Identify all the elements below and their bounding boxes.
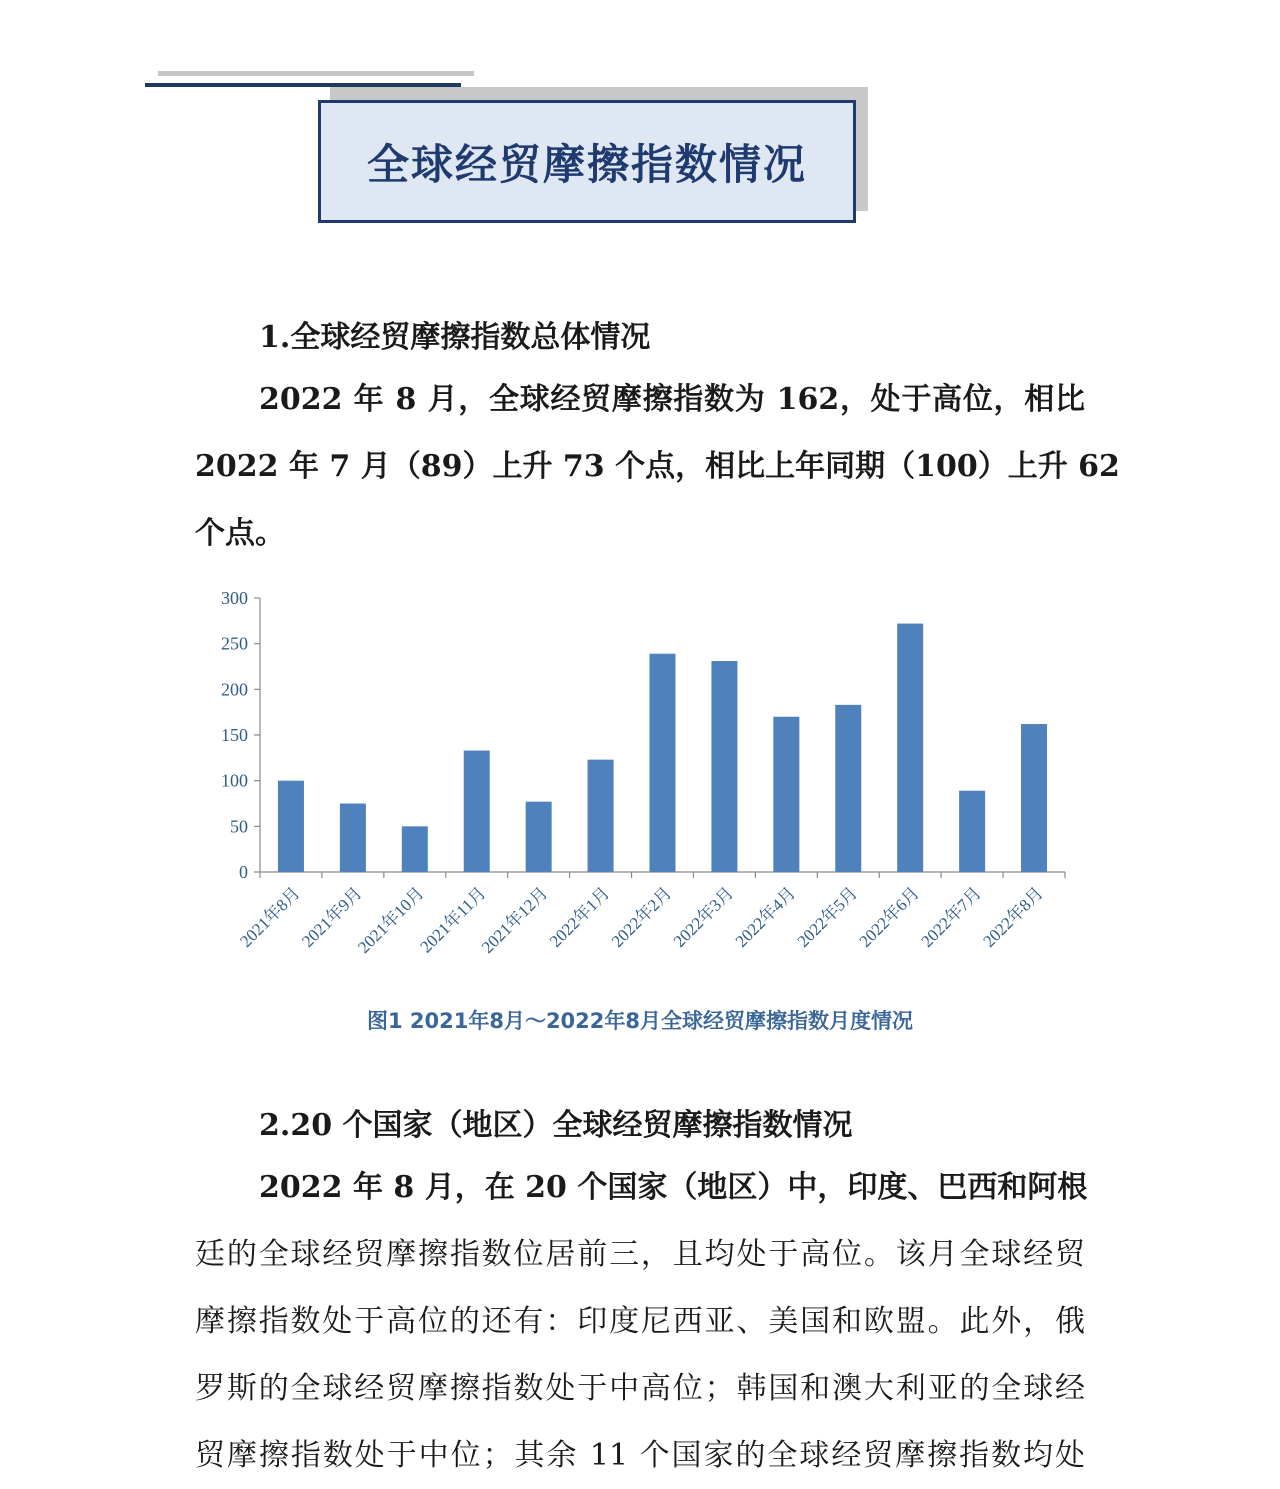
- x-tick-label: 2022年4月: [731, 883, 800, 951]
- y-tick-label: 300: [221, 588, 248, 608]
- bar: [897, 624, 923, 872]
- bar: [278, 781, 304, 872]
- x-tick-label: 2022年5月: [793, 883, 862, 951]
- y-tick-label: 100: [221, 770, 248, 791]
- x-tick-label: 2022年2月: [607, 883, 676, 951]
- bar-chart: [195, 580, 1085, 1000]
- x-tick-label: 2022年3月: [669, 883, 738, 951]
- x-tick-label: 2021年8月: [236, 883, 304, 951]
- bar: [1021, 724, 1047, 872]
- section2-paragraph: [195, 1154, 1088, 1489]
- y-tick-label: 150: [221, 725, 248, 745]
- bar: [959, 791, 985, 872]
- section1-heading: 1.全球经贸摩擦指数总体情况: [259, 320, 651, 355]
- section2-heading: 2.20 个国家（地区）全球经贸摩擦指数情况: [259, 1108, 853, 1143]
- y-tick-label: 0: [239, 862, 248, 882]
- x-tick-label: 2021年10月: [354, 883, 428, 957]
- decorative-gray-line: [158, 71, 474, 76]
- bar: [402, 826, 428, 872]
- section1-line-2: 2022 年 7 月（89）上升 73 个点，相比上年同期（100）上升 62: [195, 449, 1120, 484]
- bar: [773, 717, 799, 872]
- x-tick-label: 2022年6月: [855, 883, 924, 951]
- x-tick-label: 2022年7月: [917, 883, 985, 951]
- section1-paragraph: [195, 366, 1120, 567]
- bar: [650, 654, 676, 872]
- x-tick-label: 2022年8月: [979, 883, 1047, 951]
- bar: [835, 705, 861, 872]
- y-tick-label: 50: [230, 816, 248, 837]
- x-tick-label: 2022年1月: [545, 883, 614, 951]
- x-tick-label: 2021年11月: [416, 883, 490, 957]
- section1-line-3: 个点。: [195, 516, 285, 551]
- bar: [526, 802, 552, 872]
- y-tick-label: 250: [221, 633, 248, 654]
- section2-line-3: 摩擦指数处于高位的还有：印度尼西亚、美国和欧盟。此外，俄: [195, 1304, 1085, 1339]
- section2-line-1: 2022 年 8 月，在 20 个国家（地区）中，印度、巴西和阿根: [259, 1170, 1088, 1205]
- section2-line-5: 贸摩擦指数处于中位；其余 11 个国家的全球经贸摩擦指数均处: [195, 1438, 1085, 1473]
- bar: [588, 760, 614, 872]
- title-box: [318, 100, 856, 223]
- x-tick-label: 2021年12月: [477, 883, 552, 957]
- y-tick-label: 200: [221, 679, 248, 700]
- section1-line-1: 2022 年 8 月，全球经贸摩擦指数为 162，处于高位，相比: [259, 382, 1085, 417]
- bar: [340, 804, 366, 873]
- x-tick-label: 2021年9月: [298, 883, 366, 951]
- section2-line-2: 廷的全球经贸摩擦指数位居前三，且均处于高位。该月全球经贸: [195, 1237, 1085, 1272]
- section2-line-4: 罗斯的全球经贸摩擦指数处于中高位；韩国和澳大利亚的全球经: [195, 1371, 1085, 1406]
- bar: [711, 661, 737, 872]
- page-title: 全球经贸摩擦指数情况: [366, 139, 807, 189]
- chart-caption: 图1 2021年8月～2022年8月全球经贸摩擦指数月度情况: [366, 1009, 914, 1033]
- bar: [464, 751, 490, 872]
